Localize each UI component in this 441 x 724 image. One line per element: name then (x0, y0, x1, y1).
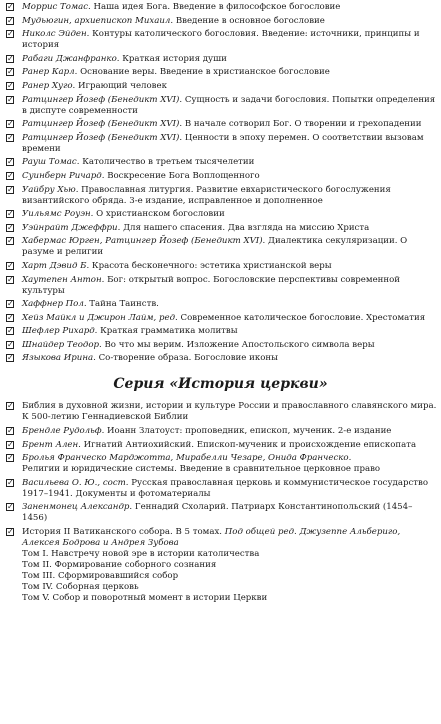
list-item[interactable] (4, 478, 437, 500)
book-title: Бог: открытый вопрос. Богословские перспективы современной культуры (22, 274, 401, 296)
volume-list (22, 549, 437, 604)
book-author: Хабермас Юрген, Ратцингер Йозеф (Бенедикт XVI). (22, 236, 266, 247)
checkbox-checked-icon[interactable]: ✓ (7, 53, 14, 63)
book-author: Брент Ален. (22, 439, 81, 450)
list-item[interactable] (4, 157, 437, 168)
checkbox-checked-icon[interactable]: ✓ (7, 15, 14, 25)
volume-item: Том I. Навстречу новой эре в истории католичества (22, 549, 260, 560)
book-author: Мудьюгин, архиепископ Михаил. (22, 15, 174, 26)
book-author: Уэйнрайт Джеффри. (22, 222, 121, 233)
book-title: Краткая история души (122, 53, 227, 64)
list-item[interactable] (4, 299, 437, 310)
book-title: Диалектика секуляризации. О разуме и религии (22, 236, 408, 258)
book-title: Краткая грамматика молитвы (100, 326, 238, 337)
book-title: Православная литургия. Развитие евхаристического богослужения византийского обряда. 3-е издание, исправленное и дополненное (22, 184, 391, 206)
volume-item: Том V. Собор и поворотный момент в истории Церкви (22, 593, 268, 604)
list-item[interactable] (4, 133, 437, 155)
list-item[interactable] (4, 527, 437, 604)
book-author: Хаффнер Пол. (22, 299, 87, 310)
book-author: Ратцингер Йозеф (Бенедикт XVI). (22, 94, 183, 105)
book-author: Моррис Томас. (22, 2, 91, 12)
book-author: Бролья Франческо Марджотта, Мирабелли Чезаре, Онида Франческо. (22, 453, 352, 464)
book-title: Ценности в эпоху перемен. О соответствии вызовам времени (22, 132, 424, 154)
book-author: Николс Эйден. (22, 29, 90, 40)
book-author: Ратцингер Йозеф (Бенедикт XVI). (22, 132, 183, 143)
book-title: В начале сотворил Бог. О творении и грехопадении (184, 119, 422, 130)
checkbox-checked-icon[interactable]: ✓ (7, 326, 14, 336)
book-title-continuation: в диспуте современности (22, 105, 138, 116)
list-item[interactable] (4, 401, 437, 423)
series-heading: Серия «История церкви» (113, 376, 328, 393)
list-item[interactable] (4, 502, 437, 524)
list-item[interactable] (4, 236, 437, 258)
list-item[interactable] (4, 223, 437, 234)
book-author: Уильямс Роуэн. (22, 209, 94, 220)
book-title: Русская православная церковь и коммунистическое государство (131, 477, 429, 488)
book-title: Игнатий Антиохийский. Епископ-мученик и происхождение епископата (83, 439, 417, 450)
checkbox-checked-icon[interactable]: ✓ (7, 94, 14, 104)
list-item[interactable] (4, 426, 437, 437)
book-author: Рабаги Джанфранко. (22, 53, 120, 64)
book-title: Католичество в третьем тысячелетии (82, 157, 255, 168)
checkbox-checked-icon[interactable]: ✓ (7, 477, 14, 487)
book-author: Языкова Ирина. (22, 353, 96, 364)
list-item[interactable] (4, 275, 437, 297)
checkbox-checked-icon[interactable]: ✓ (7, 426, 14, 436)
list-item[interactable] (4, 209, 437, 220)
book-title: Основание веры. Введение в христианское богословие (80, 67, 330, 78)
list-item[interactable] (4, 261, 437, 272)
book-author: Заненмонец Александр. (22, 502, 133, 513)
list-item[interactable] (4, 95, 437, 117)
checkbox-checked-icon[interactable]: ✓ (7, 236, 14, 246)
list-item[interactable] (4, 313, 437, 324)
volume-item: Том II. Формирование соборного сознания (22, 560, 217, 571)
book-title: Контуры католического богословия. Введение: источники, принципы и история (22, 29, 420, 51)
book-title: Для нашего спасения. Два взгляда на миссию Христа (123, 222, 370, 233)
book-title: Сущность и задачи богословия. Попытки определения (184, 94, 436, 105)
book-author: Хаутепен Антон. (22, 274, 105, 285)
book-list-church-history (4, 401, 437, 604)
checkbox-checked-icon[interactable]: ✓ (7, 29, 14, 39)
checkbox-checked-icon[interactable]: ✓ (7, 2, 14, 11)
list-item[interactable] (4, 326, 437, 337)
book-author: Уайбру Хью. (22, 184, 79, 195)
book-author: Ранер Карл. (22, 67, 78, 78)
book-title: О христианском богословии (96, 209, 225, 220)
book-title: История II Ватиканского собора. В 5 томах. (22, 527, 223, 538)
list-item[interactable] (4, 29, 437, 51)
book-author: Ранер Хуго. (22, 80, 76, 91)
book-title: Библия в духовной жизни, истории и культуре России и православного славянского мира. К 500-летию Геннадиевской Библии (22, 401, 437, 423)
checkbox-checked-icon[interactable]: ✓ (7, 502, 14, 512)
book-title: Играющий человек (77, 80, 167, 91)
list-item[interactable] (4, 453, 437, 475)
book-author: Шнайдер Теодор. (22, 339, 102, 350)
book-editor: Под общей ред. Джузеппе Альбериго, Алексея Бодрова и Андрея Зубова (22, 527, 401, 549)
checkbox-checked-icon[interactable]: ✓ (7, 67, 14, 77)
checkbox-checked-icon[interactable]: ✓ (7, 80, 14, 90)
checkbox-checked-icon[interactable]: ✓ (7, 353, 14, 363)
list-item[interactable] (4, 2, 437, 13)
book-author: Суинберн Ричард. (22, 170, 105, 181)
book-title: Наша идея Бога. Введение в философское богословие (93, 2, 341, 12)
list-item[interactable] (4, 440, 437, 451)
book-title: Тайна Таинств. (89, 299, 159, 310)
book-author: Ратцингер Йозеф (Бенедикт XVI). (22, 119, 183, 130)
checkbox-checked-icon[interactable]: ✓ (7, 453, 14, 463)
book-title-continuation: Религии и юридические системы. Введение в сравнительное церковное право (22, 464, 381, 475)
checkbox-checked-icon[interactable]: ✓ (7, 119, 14, 129)
checkbox-checked-icon[interactable]: ✓ (7, 170, 14, 180)
book-list-theology (4, 2, 437, 364)
list-item[interactable] (4, 16, 437, 27)
checkbox-checked-icon[interactable]: ✓ (7, 209, 14, 219)
book-author: Шефлер Рихард. (22, 326, 98, 337)
book-author: Харт Дэвид Б. (22, 260, 90, 271)
checkbox-checked-icon[interactable]: ✓ (7, 401, 14, 411)
list-item[interactable] (4, 119, 437, 130)
checkbox-checked-icon[interactable]: ✓ (7, 527, 14, 537)
checkbox-checked-icon[interactable]: ✓ (7, 260, 14, 270)
checkbox-checked-icon[interactable]: ✓ (7, 439, 14, 449)
book-author: Брендле Рудольф. (22, 426, 105, 437)
book-title: Введение в основное богословие (175, 15, 325, 26)
checkbox-checked-icon[interactable]: ✓ (7, 312, 14, 322)
list-item[interactable] (4, 171, 437, 182)
book-title: Современное католическое богословие. Хрестоматия (180, 312, 426, 323)
book-title-continuation: 1917–1941. Документы и фотоматериалы (22, 488, 211, 499)
list-item[interactable] (4, 67, 437, 78)
volume-item: Том IV. Соборная церковь (22, 582, 139, 593)
checkbox-checked-icon[interactable]: ✓ (7, 274, 14, 284)
checkbox-checked-icon[interactable]: ✓ (7, 339, 14, 349)
book-author: Васильева О. Ю., сост. (22, 477, 129, 488)
checkbox-checked-icon[interactable]: ✓ (7, 157, 14, 167)
checkbox-checked-icon[interactable]: ✓ (7, 184, 14, 194)
checkbox-checked-icon[interactable]: ✓ (7, 132, 14, 142)
list-item[interactable] (4, 81, 437, 92)
list-item[interactable] (4, 353, 437, 364)
book-title: Воскресение Бога Воплощенного (107, 170, 260, 181)
list-item[interactable] (4, 54, 437, 65)
list-item[interactable] (4, 185, 437, 207)
checkbox-checked-icon[interactable]: ✓ (7, 299, 14, 309)
book-title: Иоанн Златоуст: проповедник, епископ, мученик. 2-е издание (107, 426, 392, 437)
book-title: Красота бесконечного: эстетика христианской веры (91, 260, 332, 271)
book-author: Рауш Томас. (22, 157, 80, 168)
book-author: Хейз Майкл и Джирон Лайм, ред. (22, 312, 178, 323)
book-title: Геннадий Схоларий. Патриарх Константинопольский (1454–1456) (22, 502, 413, 524)
book-title: Со-творение образа. Богословие иконы (98, 353, 278, 364)
book-title: Во что мы верим. Изложение Апостольского символа веры (104, 339, 375, 350)
list-item[interactable] (4, 340, 437, 351)
checkbox-checked-icon[interactable]: ✓ (7, 222, 14, 232)
volume-item: Том III. Сформировавшийся собор (22, 571, 179, 582)
